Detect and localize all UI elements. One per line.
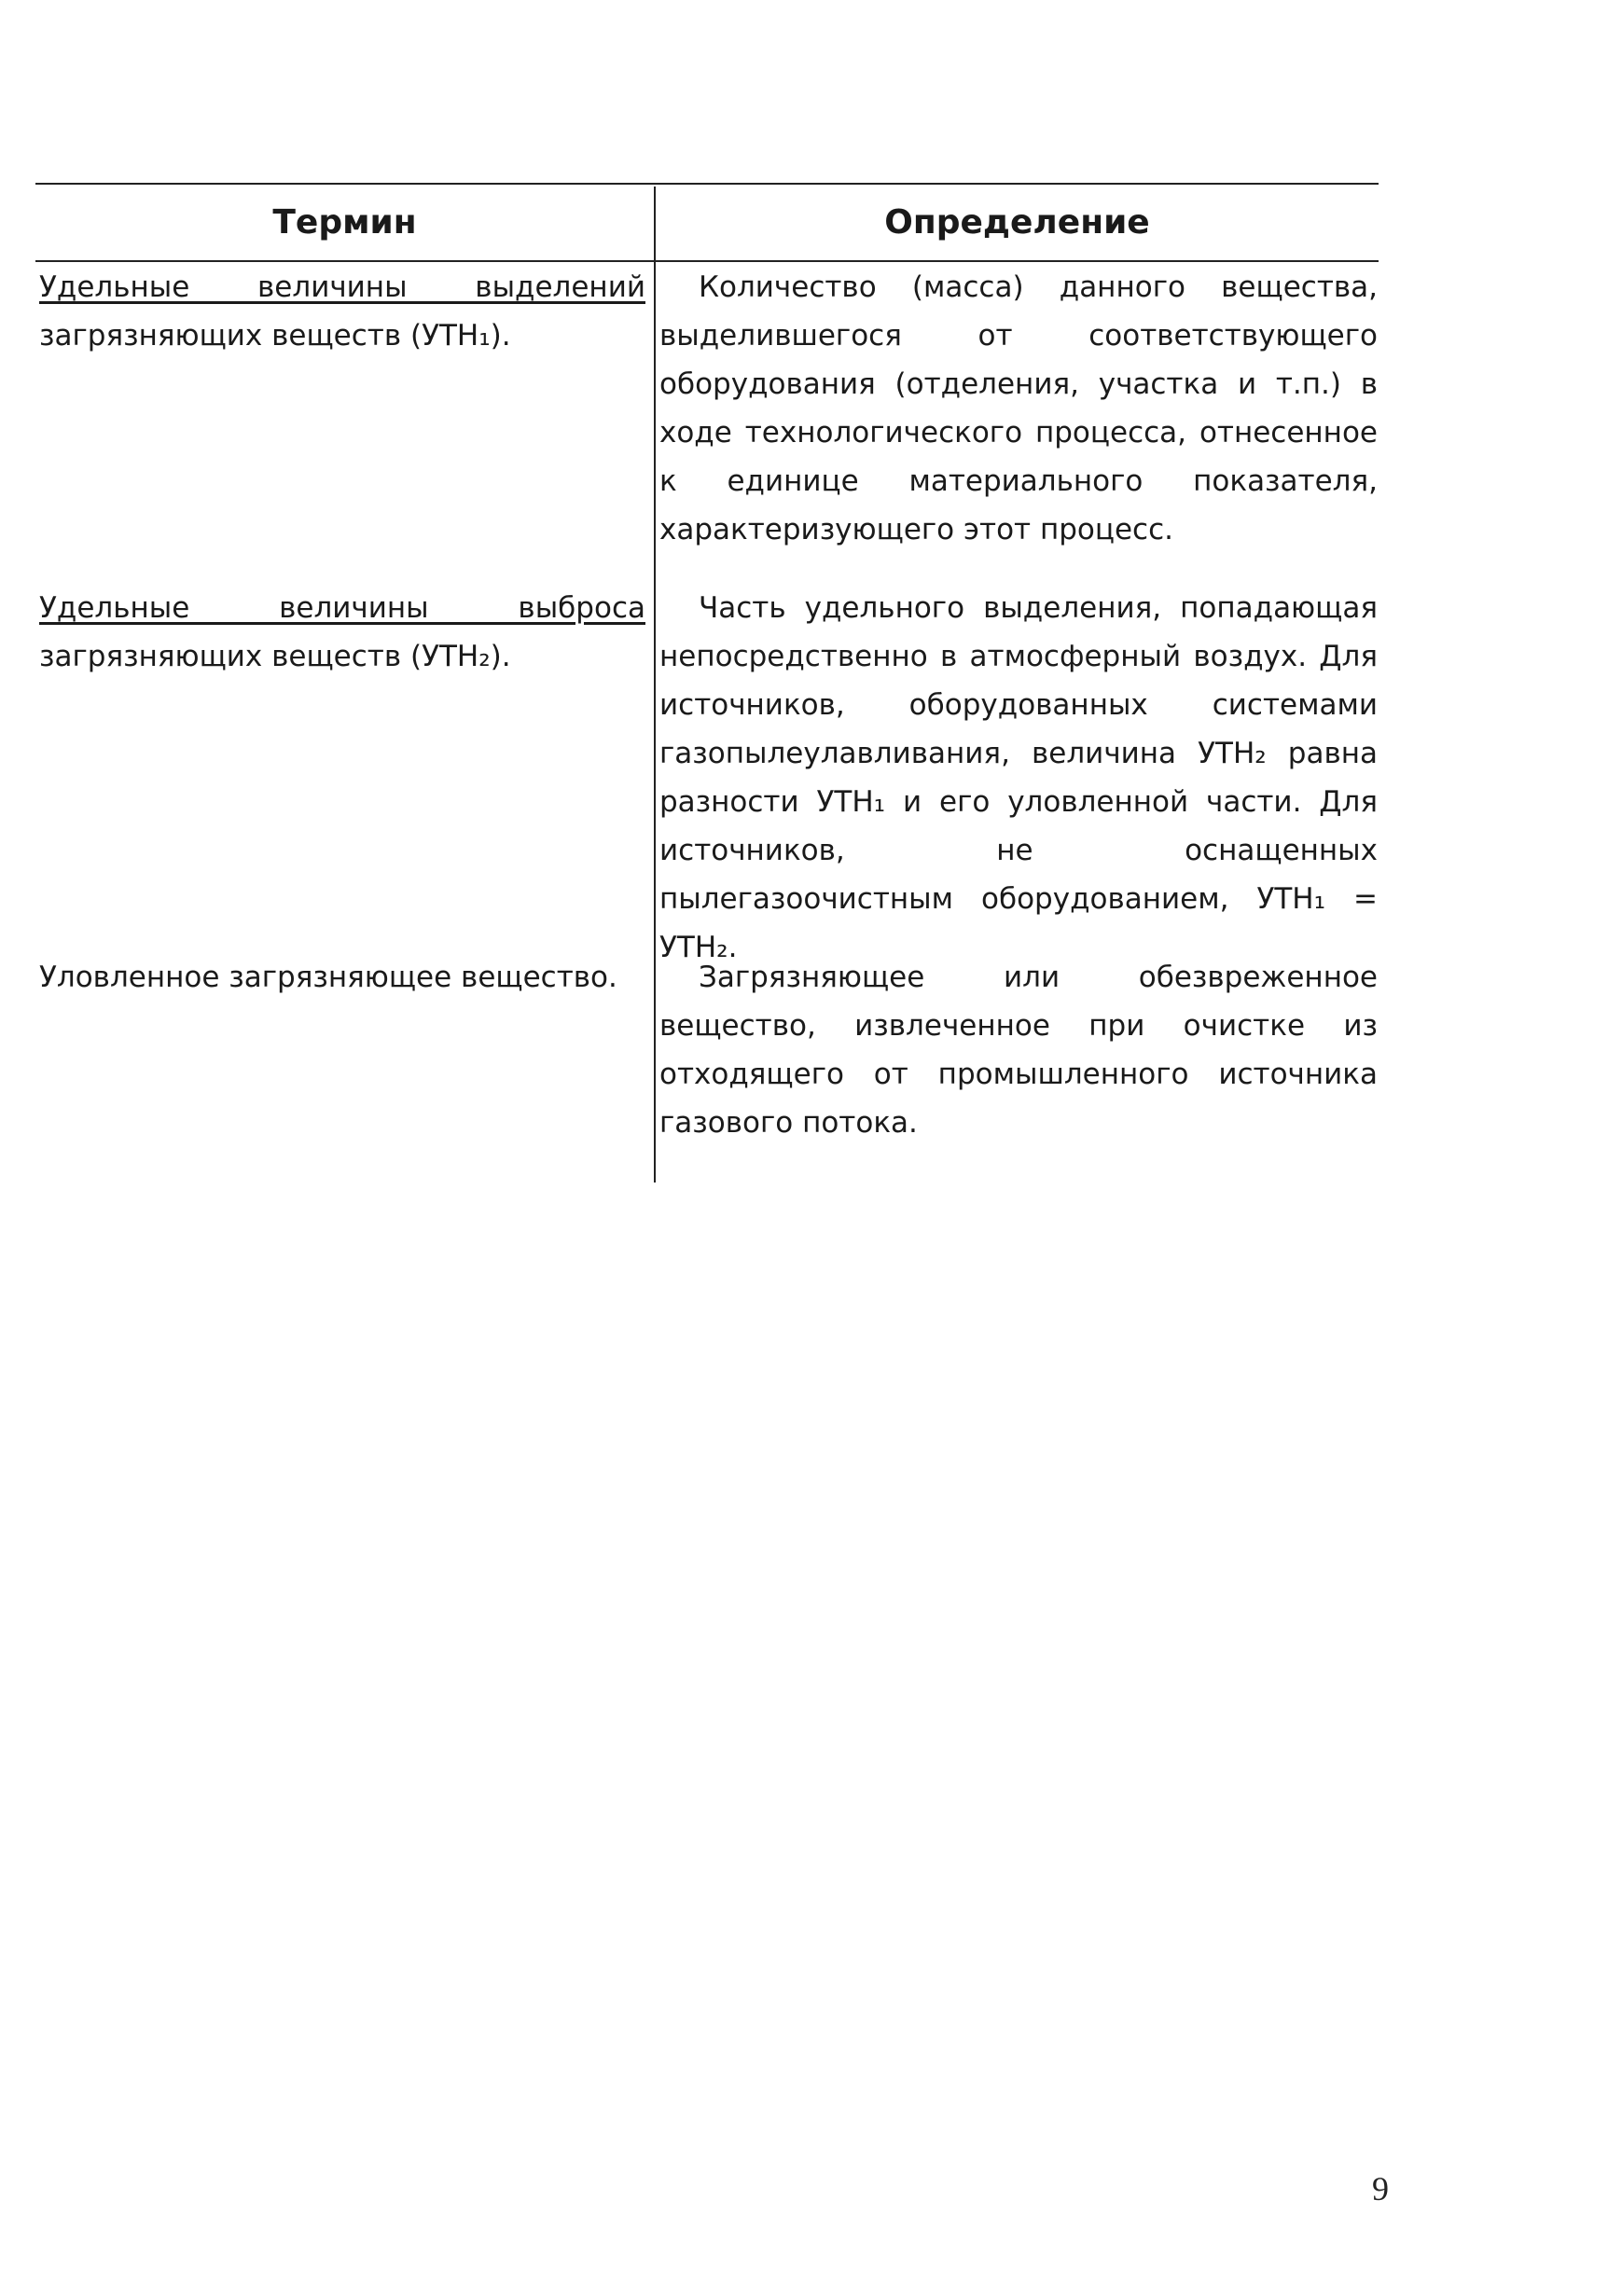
term-underlined-part: Удельные величины выделений [39,270,645,304]
definition-text: Часть удельного выделения, попадающая непосредственно в атмосферный воздух. Для источников, оборудованных системами газопылеулавливания, величина УТН₂ равна разности УТН₁ и его уловленной части. Для источников, не оснащенных пылегазоочистным оборудованием, УТН₁ = УТН₂. [659,591,1378,964]
table-row-definition [659,263,1378,554]
table-row-term [39,953,645,1002]
header-bottom-rule [35,260,1379,262]
table-row-definition [659,953,1378,1147]
table-top-rule [35,183,1379,185]
term-rest-part: загрязняющих веществ (УТН₂). [39,640,511,673]
header-term: Термин [272,203,417,242]
table-row-term [39,584,645,681]
column-divider [654,187,656,1183]
definition-text: Количество (масса) данного вещества, выделившегося от соответствующего оборудования (отделения, участка и т.п.) в ходе технологического процесса, отнесенное к единице материального показателя, характеризующего этот процесс. [659,270,1378,546]
table-row-term [39,263,645,360]
page-number: 9 [1372,2170,1389,2207]
term-rest-part: загрязняющих веществ (УТН₁). [39,319,511,353]
header-definition: Определение [884,203,1150,242]
table-row-definition [659,584,1378,972]
definition-text: Загрязняющее или обезвреженное вещество, извлеченное при очистке из отходящего от промышленного источника газового потока. [659,961,1378,1140]
term-rest-part: Уловленное загрязняющее вещество. [39,961,617,994]
term-underlined-part: Удельные величины выброса [39,591,645,625]
